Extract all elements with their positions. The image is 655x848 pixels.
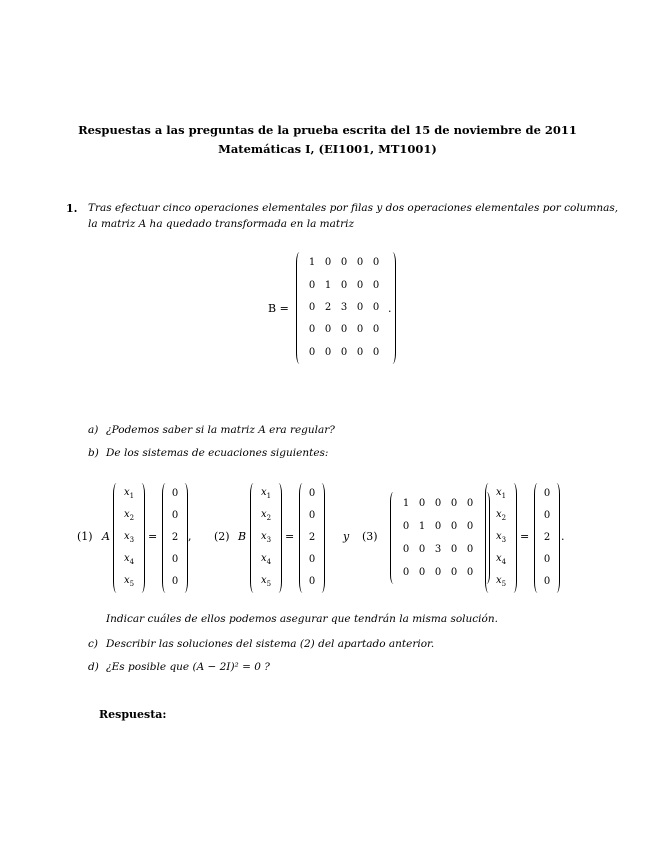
matrix-3-cell: 0: [450, 566, 458, 578]
comma-1: ,: [188, 530, 192, 543]
matrix-3-cell: 0: [434, 497, 442, 509]
matrix-3-cell: 0: [466, 543, 474, 555]
matrix-3-cell: 0: [466, 520, 474, 532]
system-3-label: (3): [362, 530, 378, 543]
matrix-3-cell: 0: [466, 497, 474, 509]
part-d-text: ¿Es posible que (A − 2I)² = 0 ?: [106, 661, 270, 673]
matrix-b-cell: 0: [356, 301, 364, 313]
vector-x-entry: $x_3$: [495, 531, 507, 544]
vector-x-entry: $x_2$: [495, 509, 507, 522]
matrix-3-grid: [398, 492, 482, 584]
conjunction-y: y: [343, 530, 350, 543]
vector-rhs-entry: 0: [308, 510, 316, 521]
vector-rhs-entry: 2: [308, 532, 316, 543]
answer-label: Respuesta:: [99, 708, 167, 721]
vector-x-1: [113, 483, 145, 593]
left-paren: [113, 483, 120, 593]
problem-text-line1: Tras efectuar cinco operaciones elementales por filas y dos operaciones elementales por columnas,: [88, 202, 619, 214]
vector-rhs-entry: 0: [543, 488, 551, 499]
left-paren: [534, 483, 541, 593]
vector-rhs-entry: 0: [308, 576, 316, 587]
problem-text-line2: la matriz A ha quedado transformada en la matriz: [88, 218, 355, 230]
matrix-3-cell: 1: [418, 520, 426, 532]
document-title: Respuestas a las preguntas de la prueba escrita del 15 de noviembre de 2011: [78, 123, 577, 137]
matrix-3-cell: 0: [434, 520, 442, 532]
vector-rhs-entry: 2: [543, 532, 551, 543]
matrix-3-cell: 0: [402, 566, 410, 578]
part-a-text: ¿Podemos saber si la matriz A era regular?: [106, 424, 335, 436]
vector-rhs-entry: 0: [171, 576, 179, 587]
document-subtitle: Matemáticas I, (EI1001, MT1001): [218, 142, 437, 156]
matrix-b-cell: 0: [356, 257, 364, 269]
vector-x-entry: $x_3$: [123, 531, 135, 544]
vector-x-grid: [493, 483, 509, 593]
matrix-b-cell: 0: [356, 346, 364, 358]
equals-2: =: [285, 530, 295, 543]
right-paren: [553, 483, 560, 593]
system-2-label: (2): [214, 530, 230, 543]
matrix-b-cell: 0: [308, 301, 316, 313]
part-b-label: b): [88, 447, 99, 459]
vector-x-entry: $x_4$: [123, 553, 135, 566]
vector-x-entry: $x_5$: [123, 575, 135, 588]
right-paren: [510, 483, 517, 593]
left-paren: [390, 492, 397, 584]
matrix-b-cell: 2: [324, 301, 332, 313]
vector-rhs-entry: 0: [171, 554, 179, 565]
matrix-3-cell: 0: [402, 520, 410, 532]
vector-x-grid: [121, 483, 137, 593]
left-paren: [162, 483, 169, 593]
matrix-3-cell: 0: [450, 497, 458, 509]
system-1-matrix: A: [102, 530, 110, 543]
matrix-b-period: .: [388, 302, 392, 315]
period-3: .: [561, 530, 565, 543]
matrix-b-cell: 0: [324, 324, 332, 336]
right-paren: [181, 483, 188, 593]
left-paren: [299, 483, 306, 593]
part-a-label: a): [88, 424, 99, 436]
right-paren: [275, 483, 282, 593]
part-b-text: De los sistemas de ecuaciones siguientes:: [106, 447, 329, 459]
vector-rhs-3: [534, 483, 560, 593]
matrix-b-cell: 0: [324, 257, 332, 269]
matrix-3-cell: 0: [418, 543, 426, 555]
matrix-3-cell: 0: [418, 566, 426, 578]
matrix-b-cell: 0: [340, 257, 348, 269]
vector-x-grid: [258, 483, 274, 593]
matrix-b-cell: 0: [308, 324, 316, 336]
equals-3: =: [520, 530, 530, 543]
vector-x-entry: $x_4$: [495, 553, 507, 566]
vector-x-entry: $x_1$: [260, 487, 272, 500]
right-paren: [318, 483, 325, 593]
matrix-b-cell: 0: [372, 279, 380, 291]
matrix-b-cell: 3: [340, 301, 348, 313]
matrix-3-cell: 0: [418, 497, 426, 509]
matrix-b-label: B =: [268, 302, 289, 315]
vector-x-entry: $x_3$: [260, 531, 272, 544]
vector-x-2: [250, 483, 282, 593]
matrix-3-cell: 0: [466, 566, 474, 578]
vector-rhs-1: [162, 483, 188, 593]
vector-x-entry: $x_2$: [260, 509, 272, 522]
matrix-b-cell: 0: [308, 279, 316, 291]
matrix-b-cell: 0: [356, 279, 364, 291]
vector-rhs-entry: 0: [308, 488, 316, 499]
matrix-b: [296, 252, 396, 364]
matrix-b-grid: [304, 252, 388, 364]
vector-x-3: [485, 483, 517, 593]
matrix-b-cell: 0: [356, 324, 364, 336]
left-paren: [485, 483, 492, 593]
vector-rhs-entry: 0: [543, 510, 551, 521]
matrix-b-cell: 1: [308, 257, 316, 269]
equals-1: =: [148, 530, 158, 543]
vector-rhs-2: [299, 483, 325, 593]
left-paren: [250, 483, 257, 593]
matrix-3-cell: 3: [434, 543, 442, 555]
matrix-b-cell: 0: [308, 346, 316, 358]
matrix-b-cell: 0: [372, 257, 380, 269]
part-c-text: Describir las soluciones del sistema (2) del apartado anterior.: [106, 638, 435, 650]
matrix-3-cell: 0: [450, 543, 458, 555]
matrix-3-cell: 0: [450, 520, 458, 532]
matrix-3-cell: 0: [402, 543, 410, 555]
vector-rhs-entry: 0: [543, 554, 551, 565]
right-paren: [138, 483, 145, 593]
vector-x-entry: $x_4$: [260, 553, 272, 566]
matrix-3-cell: 0: [434, 566, 442, 578]
part-d-label: d): [88, 661, 99, 673]
vector-rhs-entry: 0: [308, 554, 316, 565]
matrix-b-cell: 0: [372, 324, 380, 336]
vector-x-entry: $x_2$: [123, 509, 135, 522]
matrix-b-cell: 0: [340, 324, 348, 336]
system-1-label: (1): [77, 530, 93, 543]
left-paren: [296, 252, 303, 364]
vector-x-entry: $x_5$: [495, 575, 507, 588]
vector-x-entry: $x_1$: [495, 487, 507, 500]
vector-x-entry: $x_1$: [123, 487, 135, 500]
part-b-followup: Indicar cuáles de ellos podemos asegurar que tendrán la misma solución.: [106, 613, 498, 625]
part-c-label: c): [88, 638, 98, 650]
vector-rhs-entry: 0: [543, 576, 551, 587]
problem-number: 1.: [66, 202, 78, 215]
system-2-matrix: B: [238, 530, 247, 543]
vector-x-entry: $x_5$: [260, 575, 272, 588]
vector-rhs-entry: 2: [171, 532, 179, 543]
vector-rhs-grid: [307, 483, 317, 593]
matrix-b-cell: 0: [372, 346, 380, 358]
matrix-b-cell: 0: [324, 346, 332, 358]
matrix-3: [390, 492, 490, 584]
matrix-b-cell: 0: [372, 301, 380, 313]
matrix-b-cell: 0: [340, 346, 348, 358]
vector-rhs-entry: 0: [171, 488, 179, 499]
vector-rhs-entry: 0: [171, 510, 179, 521]
vector-rhs-grid: [170, 483, 180, 593]
matrix-b-cell: 0: [340, 279, 348, 291]
matrix-3-cell: 1: [402, 497, 410, 509]
matrix-b-cell: 1: [324, 279, 332, 291]
vector-rhs-grid: [542, 483, 552, 593]
